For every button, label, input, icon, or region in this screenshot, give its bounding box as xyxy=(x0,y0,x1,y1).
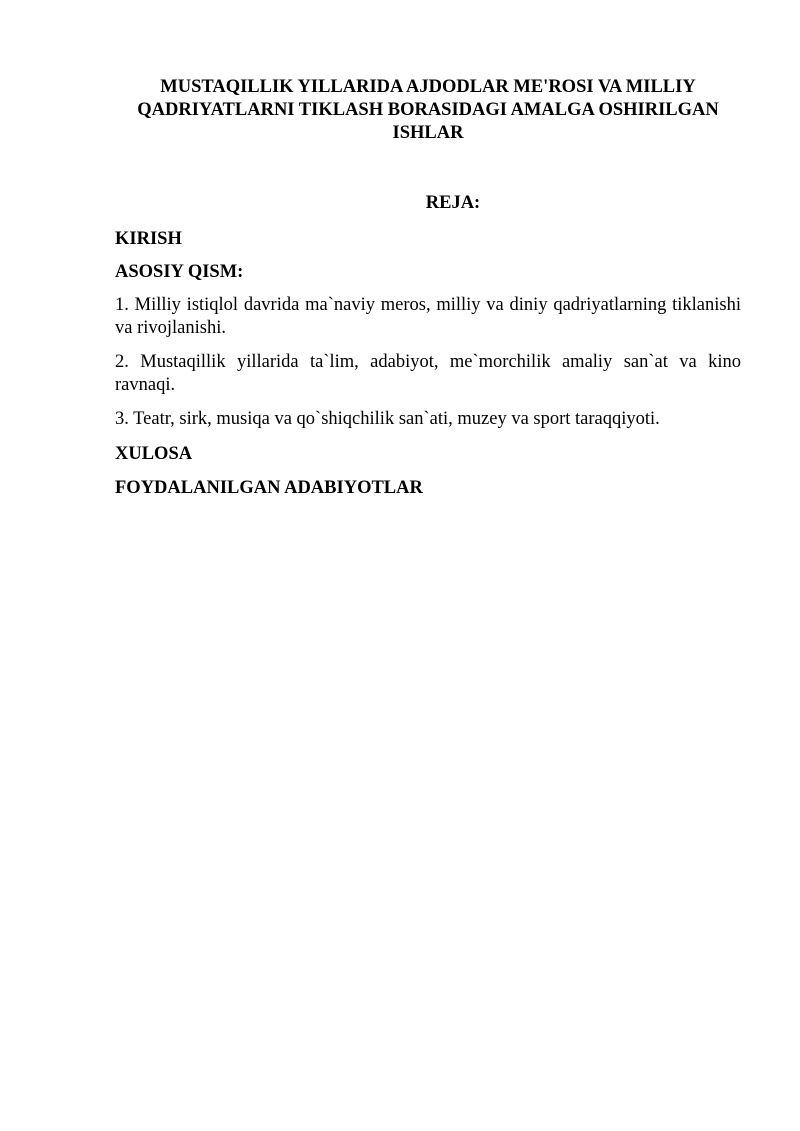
plan-item-2-line-1: 2. Mustaqillik yillarida ta`lim, adabiyot, me`morchilik amaliy san`at va kino xyxy=(115,352,741,372)
plan-item-1 xyxy=(115,294,741,340)
document-title xyxy=(115,76,741,145)
plan-item-2-line-2: ravnaqi. xyxy=(115,375,176,395)
plan-item-3 xyxy=(115,408,741,431)
plan-item-2 xyxy=(115,351,741,397)
conclusion-heading: XULOSA xyxy=(115,444,193,464)
plan-item-3-line-1: 3. Teatr, sirk, musiqa va qo`shiqchilik san`ati, muzey va sport taraqqiyoti. xyxy=(115,409,660,429)
title-line-3: ISHLAR xyxy=(392,123,464,143)
title-line-2: QADRIYATLARNI TIKLASH BORASIDAGI AMALGA OSHIRILGAN xyxy=(137,100,719,120)
intro-heading: KIRISH xyxy=(115,229,182,249)
plan-heading: REJA: xyxy=(425,193,481,213)
title-line-1: MUSTAQILLIK YILLARIDA AJDODLAR ME'ROSI VA MILLIY xyxy=(160,77,696,97)
main-part-heading: ASOSIY QISM: xyxy=(115,262,244,282)
plan-item-1-line-2: va rivojlanishi. xyxy=(115,318,226,338)
plan-item-1-line-1: 1. Milliy istiqlol davrida ma`naviy meros, milliy va diniy qadriyatlarning tiklanishi xyxy=(115,295,741,315)
references-heading: FOYDALANILGAN ADABIYOTLAR xyxy=(115,478,423,498)
